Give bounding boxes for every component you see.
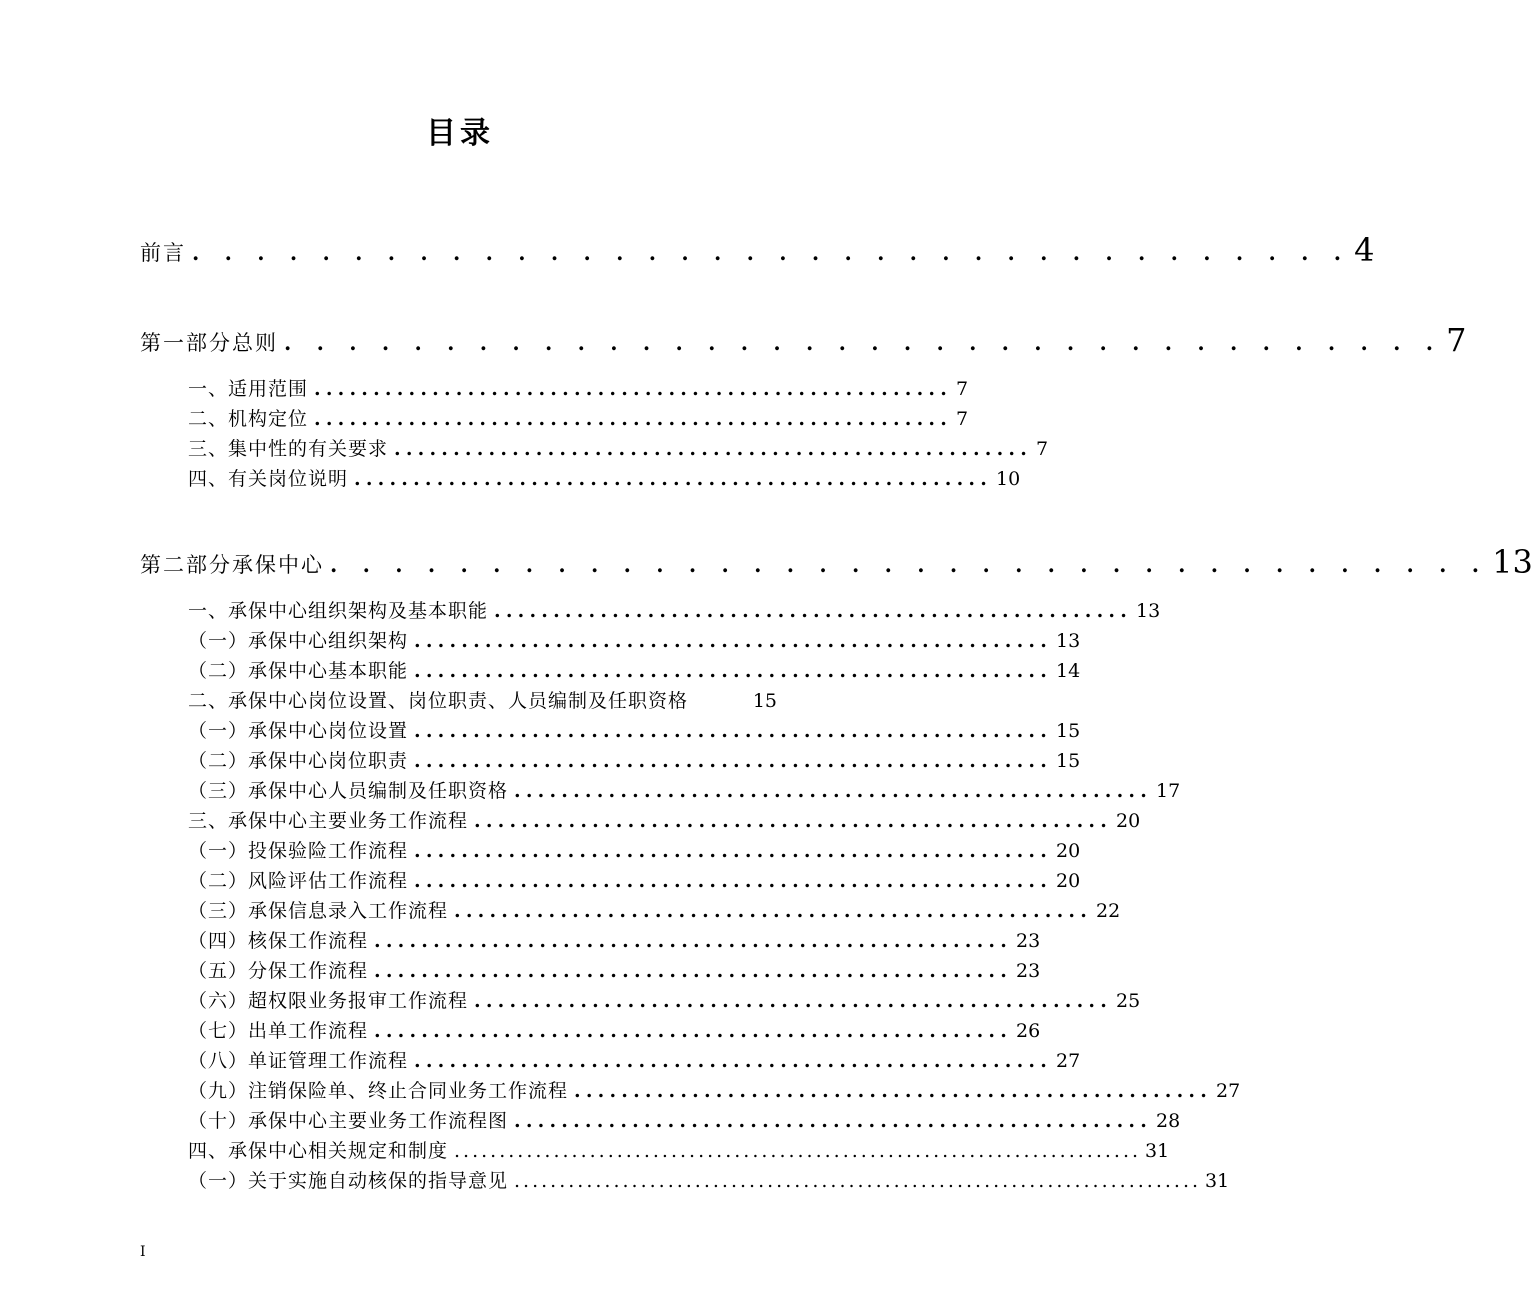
toc-entry-page: 26 (1016, 1020, 1041, 1042)
toc-entry[interactable] (0, 894, 1121, 924)
toc-entry[interactable] (0, 1044, 1081, 1074)
toc-entry-leader: ...................................................... (374, 1020, 1013, 1042)
toc-entry-page: 27 (1216, 1080, 1241, 1102)
toc-entry-leader: ...................................................... (454, 900, 1093, 922)
toc-entry-label: 二、承保中心岗位设置、岗位职责、人员编制及任职资格 (188, 690, 689, 712)
toc-entry-page: 27 (1056, 1050, 1081, 1072)
toc-entry-section: 承保中心 (232, 553, 324, 577)
toc-entry-leader: ............................................................................ (454, 1140, 1142, 1162)
toc-entry-leader: ...................................................... (414, 870, 1053, 892)
toc-entry-label: （十）承保中心主要业务工作流程图 (188, 1110, 509, 1132)
toc-entry[interactable] (0, 624, 1081, 654)
toc-entry-page: 20 (1116, 810, 1141, 832)
toc-entry[interactable] (0, 684, 920, 714)
toc-entry-page: 20 (1056, 870, 1081, 892)
toc-entry[interactable] (0, 372, 969, 402)
toc-entry-page: 15 (1056, 750, 1081, 772)
toc-entry-page: 20 (1056, 840, 1081, 862)
toc-entry-page: 23 (1016, 930, 1041, 952)
toc-entry-leader: ...................................................... (314, 378, 953, 400)
toc-entry-leader: ............................................................................ (514, 1170, 1202, 1192)
toc-title: 目录 (426, 116, 494, 151)
toc-entry-leader: . . . . . . . . . . . . . . . . . . . . . . . . . . . . . . . . . . . . (192, 240, 1351, 265)
toc-entry-leader: ...................................................... (514, 780, 1153, 802)
page-number: I (140, 1244, 146, 1260)
toc-entry[interactable] (0, 1164, 1230, 1194)
toc-entry-leader: ...................................................... (574, 1080, 1213, 1102)
toc-entry-leader: ...................................................... (414, 750, 1053, 772)
toc-entry-leader: . . . . . . . . . . . . . . . . . . . . . . . . . . . . . . . . . . . . (284, 330, 1443, 355)
toc-entry-page: 7 (956, 378, 969, 400)
toc-entry[interactable] (0, 774, 1181, 804)
toc-entry[interactable] (0, 462, 1021, 492)
toc-entry-leader: ...................................................... (314, 408, 953, 430)
toc-entry-leader: ...................................................... (474, 990, 1113, 1012)
toc-entry-leader: ...................................................... (514, 1110, 1153, 1132)
toc-entry-page: 31 (1205, 1170, 1230, 1192)
toc-entry-label: （一）承保中心岗位设置 (188, 720, 409, 742)
toc-entry[interactable] (0, 924, 1041, 954)
toc-entry-label: 三、承保中心主要业务工作流程 (188, 810, 469, 832)
toc-entry[interactable] (0, 744, 1081, 774)
toc-entry-label: （二）风险评估工作流程 (188, 870, 409, 892)
toc-entry-page: 7 (1446, 321, 1467, 359)
toc-entry[interactable] (0, 954, 1041, 984)
toc-entry-label: （三）承保中心人员编制及任职资格 (188, 780, 509, 802)
toc-entry-label: 一、适用范围 (188, 378, 309, 400)
toc-entry-page: 13 (1056, 630, 1081, 652)
toc-entry-leader: ...................................................... (354, 468, 993, 490)
toc-entry[interactable] (0, 984, 1141, 1014)
toc-entry[interactable] (0, 402, 969, 432)
toc-entry-page: 15 (1056, 720, 1081, 742)
toc-entry[interactable] (0, 1134, 1170, 1164)
toc-entry-leader: ...................................................... (374, 960, 1013, 982)
toc-entry-leader: ...................................................... (414, 630, 1053, 652)
toc-entry-label: 二、机构定位 (188, 408, 309, 430)
toc-entry-leader: ...................................................... (414, 1050, 1053, 1072)
toc-entry-label: 四、承保中心相关规定和制度 (188, 1140, 449, 1162)
toc-entry[interactable] (0, 542, 1533, 582)
toc-entry[interactable] (0, 594, 1161, 624)
toc-entry-label: （三）承保信息录入工作流程 (188, 900, 449, 922)
toc-entry[interactable] (0, 320, 1467, 360)
toc-entry-leader: ...................................................... (394, 438, 1033, 460)
toc-entry-section: 总则 (232, 331, 278, 355)
toc-entry-label: （五）分保工作流程 (188, 960, 369, 982)
toc-entry-page: 7 (956, 408, 969, 430)
toc-entry[interactable] (0, 432, 1049, 462)
toc-entry[interactable] (0, 654, 1081, 684)
toc-entry-page: 10 (996, 468, 1021, 490)
toc-entry-page: 7 (1036, 438, 1049, 460)
toc-entry-page: 4 (1354, 231, 1375, 269)
toc-entry-page: 25 (1116, 990, 1141, 1012)
toc-entry-page: 13 (1136, 600, 1161, 622)
toc-entry-page: 14 (1056, 660, 1081, 682)
toc-entry-label: （一）承保中心组织架构 (188, 630, 409, 652)
toc-entry-leader: ...................................................... (494, 600, 1133, 622)
toc-entry-page: 17 (1156, 780, 1181, 802)
toc-entry-label: 三、集中性的有关要求 (188, 438, 389, 460)
toc-entry-label: 前言 (140, 241, 186, 265)
toc-entry-leader: ...................................................... (414, 660, 1053, 682)
toc-entry-label: 第一部分 (140, 331, 232, 355)
toc-entry-label: （八）单证管理工作流程 (188, 1050, 409, 1072)
toc-entry-label: （七）出单工作流程 (188, 1020, 369, 1042)
toc-entry-leader: ...................................................... (414, 840, 1053, 862)
toc-entry-leader: ...................................................... (474, 810, 1113, 832)
toc-entry-page: 15 (752, 690, 777, 712)
toc-entry[interactable] (0, 834, 1081, 864)
toc-entry[interactable] (0, 1074, 1241, 1104)
toc-entry[interactable] (0, 230, 1375, 270)
toc-entry-leader: ...................................................... (414, 720, 1053, 742)
toc-entry-label: 四、有关岗位说明 (188, 468, 349, 490)
toc-entry[interactable] (0, 864, 1081, 894)
toc-entry-page: 22 (1096, 900, 1121, 922)
toc-entry-label: （四）核保工作流程 (188, 930, 369, 952)
toc-entry[interactable] (0, 804, 1141, 834)
toc-entry-label: （二）承保中心基本职能 (188, 660, 409, 682)
toc-entry-label: （一）关于实施自动核保的指导意见 (188, 1170, 509, 1192)
toc-entry[interactable] (0, 1104, 1181, 1134)
toc-entry[interactable] (0, 1014, 1041, 1044)
toc-entry-label: 第二部分 (140, 553, 232, 577)
toc-entry-page: 31 (1145, 1140, 1170, 1162)
toc-entry-label: （六）超权限业务报审工作流程 (188, 990, 469, 1012)
toc-entry[interactable] (0, 714, 1081, 744)
toc-entry-label: （九）注销保险单、终止合同业务工作流程 (188, 1080, 569, 1102)
toc-entry-leader: ...................................................... (374, 930, 1013, 952)
toc-entry-label: （一）投保验险工作流程 (188, 840, 409, 862)
toc-entry-leader: . . . . . . . . . . . . . . . . . . . . . . . . . . . . . . . . . . . . (330, 552, 1489, 577)
toc-entry-page: 23 (1016, 960, 1041, 982)
toc-entry-label: （二）承保中心岗位职责 (188, 750, 409, 772)
toc-entry-label: 一、承保中心组织架构及基本职能 (188, 600, 489, 622)
toc-entry-page: 28 (1156, 1110, 1181, 1132)
toc-entry-page: 13 (1492, 543, 1533, 581)
